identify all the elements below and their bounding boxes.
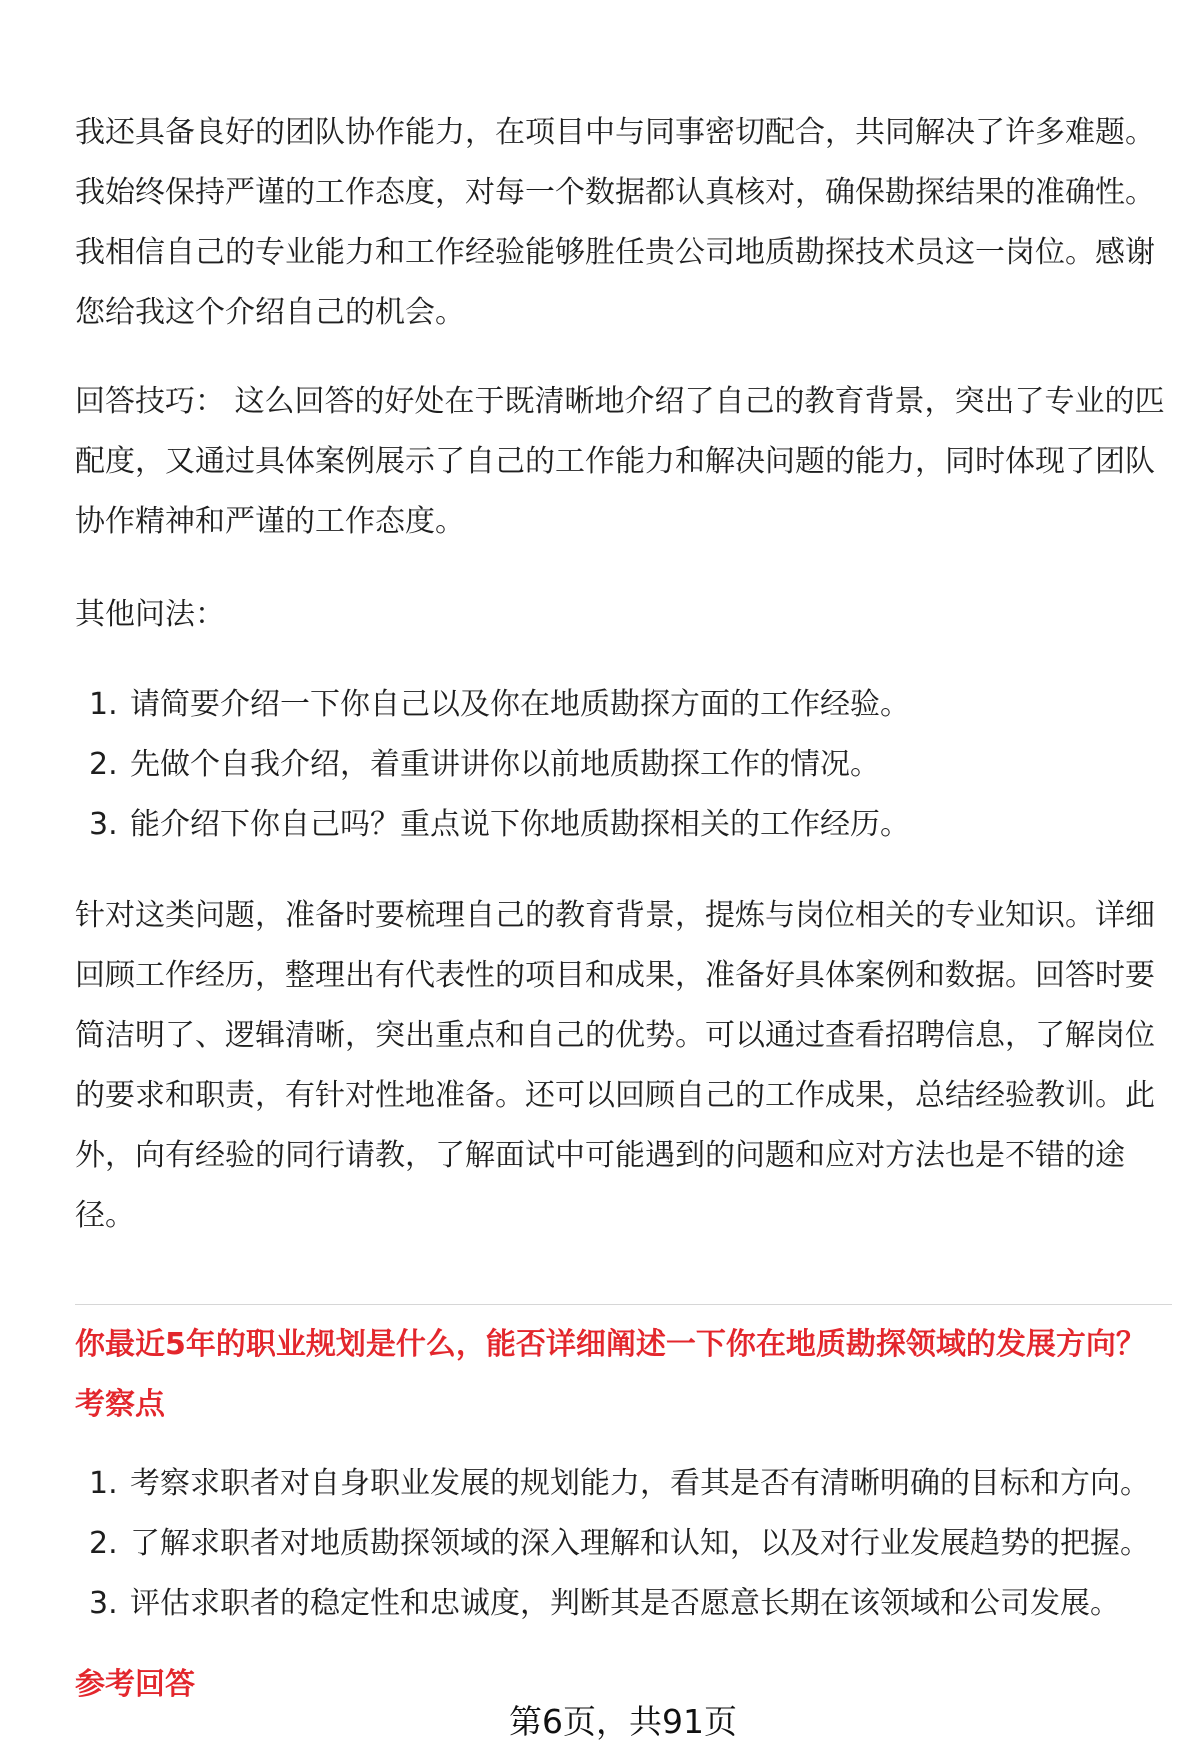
list-item — [75, 735, 1175, 795]
focus-label: 考察点 — [75, 1387, 165, 1422]
list-text: 能介绍下你自己吗？重点说下你地质勘探相关的工作经历。 — [130, 807, 910, 842]
body-line: 我相信自己的专业能力和工作经验能够胜任贵公司地质勘探技术员这一岗位。感谢 — [75, 235, 1155, 270]
list-item — [75, 675, 1175, 735]
list-number: 2. — [89, 747, 118, 782]
list-number: 3. — [89, 807, 118, 842]
question-section — [75, 1315, 1175, 1435]
page-number: 第6页，共91页 — [509, 1702, 737, 1741]
list-item — [75, 1454, 1175, 1514]
list-number: 1. — [89, 687, 118, 722]
answer-label: 参考回答 — [75, 1667, 195, 1702]
tips-paragraph — [75, 372, 1175, 552]
other-questions-label: 其他问法： — [75, 597, 225, 632]
list-text: 考察求职者对自身职业发展的规划能力，看其是否有清晰明确的目标和方向。 — [130, 1466, 1150, 1501]
list-item — [75, 1574, 1175, 1634]
body-line: 径。 — [75, 1198, 135, 1233]
list-text: 请简要介绍一下你自己以及你在地质勘探方面的工作经验。 — [130, 687, 910, 722]
other-questions-section — [75, 585, 1175, 645]
list-number: 3. — [89, 1586, 118, 1621]
body-line: 我还具备良好的团队协作能力，在项目中与同事密切配合，共同解决了许多难题。 — [75, 115, 1155, 150]
body-line: 您给我这个介绍自己的机会。 — [75, 295, 465, 330]
focus-list — [75, 1454, 1175, 1634]
list-text: 先做个自我介绍，着重讲讲你以前地质勘探工作的情况。 — [130, 747, 880, 782]
other-questions-list — [75, 675, 1175, 855]
list-text: 了解求职者对地质勘探领域的深入理解和认知，以及对行业发展趋势的把握。 — [130, 1526, 1150, 1561]
section-divider — [75, 1304, 1172, 1305]
body-line: 简洁明了、逻辑清晰，突出重点和自己的优势。可以通过查看招聘信息，了解岗位 — [75, 1018, 1155, 1053]
list-number: 2. — [89, 1526, 118, 1561]
body-line: 的要求和职责，有针对性地准备。还可以回顾自己的工作成果，总结经验教训。此 — [75, 1078, 1155, 1113]
body-line: 外，向有经验的同行请教，了解面试中可能遇到的问题和应对方法也是不错的途 — [75, 1138, 1125, 1173]
body-line: 针对这类问题，准备时要梳理自己的教育背景，提炼与岗位相关的专业知识。详细 — [75, 898, 1155, 933]
body-line: 回答技巧： 这么回答的好处在于既清晰地介绍了自己的教育背景，突出了专业的匹 — [75, 384, 1165, 419]
question-title: 你最近5年的职业规划是什么，能否详细阐述一下你在地质勘探领域的发展方向？ — [75, 1327, 1146, 1362]
list-item — [75, 795, 1175, 855]
list-number: 1. — [89, 1466, 118, 1501]
answer-paragraph — [75, 103, 1175, 343]
list-item — [75, 1514, 1175, 1574]
body-line: 我始终保持严谨的工作态度，对每一个数据都认真核对，确保勘探结果的准确性。 — [75, 175, 1155, 210]
body-line: 回顾工作经历，整理出有代表性的项目和成果，准备好具体案例和数据。回答时要 — [75, 958, 1155, 993]
advice-paragraph — [75, 886, 1175, 1246]
body-line: 协作精神和严谨的工作态度。 — [75, 504, 465, 539]
body-line: 配度，又通过具体案例展示了自己的工作能力和解决问题的能力，同时体现了团队 — [75, 444, 1155, 479]
list-text: 评估求职者的稳定性和忠诚度，判断其是否愿意长期在该领域和公司发展。 — [130, 1586, 1120, 1621]
